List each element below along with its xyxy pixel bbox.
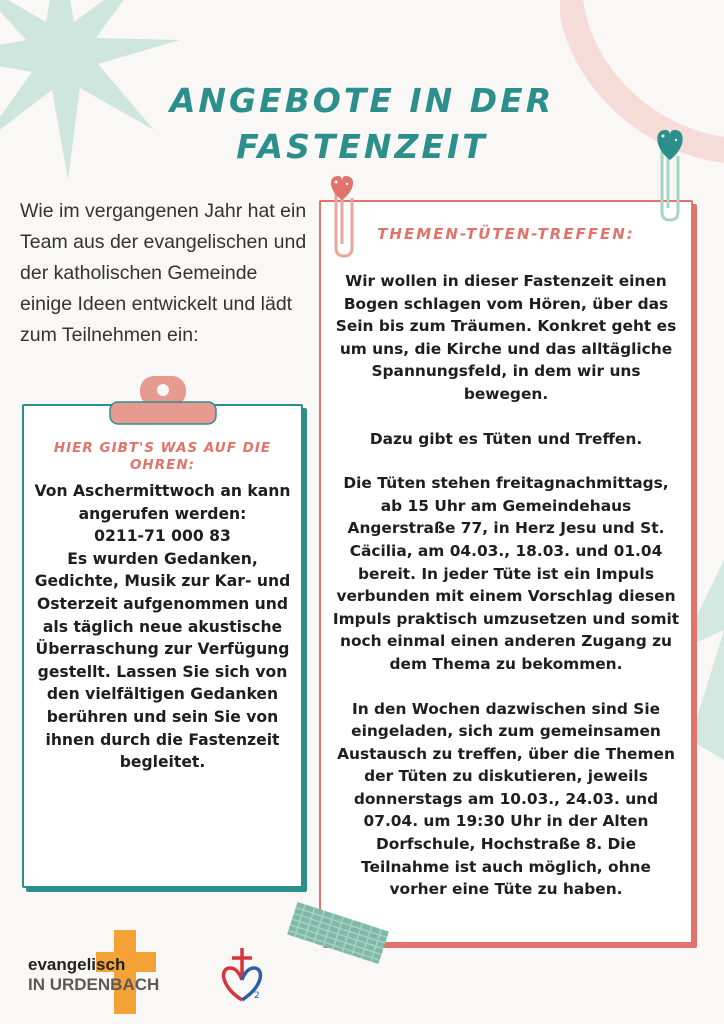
themen-paragraph-2: Dazu gibt es Tüten und Treffen. xyxy=(369,429,643,448)
phone-offer-heading: HIER GIBT'S WAS AUF DIE OHREN: xyxy=(53,440,272,473)
intro-text: Wie im vergangenen Jahr hat ein Team aus der evangelischen und der katholischen Gemeinde einige Ideen entwickelt und lädt zum Teilnehmen ein: xyxy=(20,200,307,346)
phone-number: 0211-71 000 83 xyxy=(94,527,231,546)
phone-offer-body xyxy=(30,480,295,774)
logo-line-1: evangelisch xyxy=(28,955,126,974)
themen-paragraph-1: Wir wollen in dieser Fastenzeit einen Bogen schlagen vom Hören, über das Sein bis zum Träumen. Konkret geht es um uns, die Kirche und das alltägliche Spannungsfeld, in dem wir uns bewegen. xyxy=(335,272,677,403)
title-line-2: FASTENZEIT xyxy=(236,127,488,166)
phone-offer-description: Es wurden Gedanken, Gedichte, Musik zur Kar- und Osterzeit aufgenommen und als täglich neue akustische Überraschung zur Verfügung gestellt. Lassen Sie sich von den vielfältigen Gedanken berühren und sein Sie von ihnen durch die Fastenzeit begleitet. xyxy=(34,549,291,772)
page-title xyxy=(0,78,724,170)
themen-tueten-heading: THEMEN-TÜTEN-TREFFEN: xyxy=(377,225,635,243)
themen-paragraph-4: In den Wochen dazwischen sind Sie eingeladen, sich zum gemeinsamen Austausch zu treffen, über die Themen der Tüten zu diskutieren, jeweils donnerstags am 10.03., 24.03. und 07.04. um 19:30 Uhr in der Alten Dorfschule, Hochstraße 8. Die Teilnahme ist auch möglich, ohne vorher eine Tüte zu haben. xyxy=(337,699,675,899)
evangelisch-logo xyxy=(28,955,159,995)
title-line-1: ANGEBOTE IN DER xyxy=(169,81,555,120)
themen-tueten-card xyxy=(319,200,693,944)
washi-tape xyxy=(282,902,394,964)
paperclip-heart-icon xyxy=(650,124,690,224)
paperclip-heart-icon xyxy=(322,170,362,260)
svg-text:2: 2 xyxy=(254,991,260,1001)
church-logo-icon xyxy=(218,946,272,1002)
phone-offer-intro: Von Aschermittwoch an kann angerufen werden: xyxy=(34,482,291,523)
phone-offer-card xyxy=(22,404,303,888)
themen-paragraph-3: Die Tüten stehen freitagnachmittags, ab 15 Uhr am Gemeindehaus Angerstraße 77, in Herz Jesu und St. Cäcilia, am 04.03., 18.03. und 01.04 bereit. In jeder Tüte ist ein Impuls verbunden mit einem Vorschlag diesen Impuls praktisch umzusetzen und somit noch einmal einen anderen Zugang zu dem Thema zu bekommen. xyxy=(332,474,680,673)
clipboard-clip-icon xyxy=(108,372,218,432)
logo-line-2: IN URDENBACH xyxy=(28,975,160,994)
